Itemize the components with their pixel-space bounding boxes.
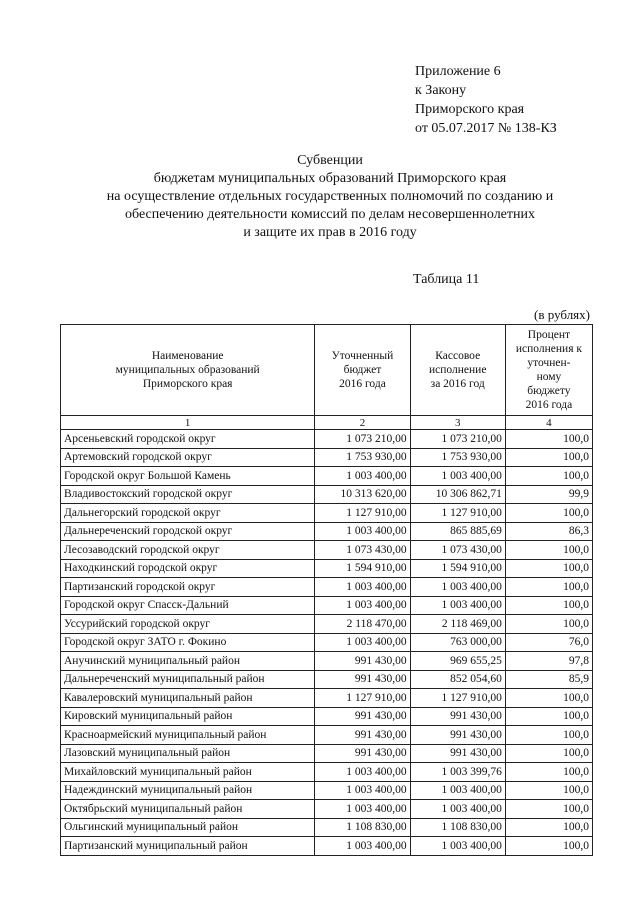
budget-value: 2 118 470,00 bbox=[315, 615, 410, 634]
budget-value: 1 003 400,00 bbox=[315, 578, 410, 597]
municipality-name: Арсеньевский городской округ bbox=[61, 430, 315, 449]
executed-value: 1 003 400,00 bbox=[410, 800, 505, 819]
header-percent: Процент исполнения к уточнен- ному бюджету 2016 года bbox=[505, 325, 592, 416]
executed-value: 865 885,69 bbox=[410, 522, 505, 541]
subvention-table bbox=[60, 324, 593, 856]
budget-value: 991 430,00 bbox=[315, 670, 410, 689]
percent-value: 100,0 bbox=[505, 744, 592, 763]
percent-value: 100,0 bbox=[505, 763, 592, 782]
column-number: 3 bbox=[410, 416, 505, 430]
budget-value: 1 127 910,00 bbox=[315, 504, 410, 523]
percent-value: 100,0 bbox=[505, 800, 592, 819]
percent-value: 100,0 bbox=[505, 467, 592, 486]
title-line: бюджетам муниципальных образований Приморского края bbox=[153, 171, 507, 186]
percent-value: 100,0 bbox=[505, 818, 592, 837]
percent-value: 100,0 bbox=[505, 726, 592, 745]
table-row bbox=[61, 541, 593, 560]
column-number: 2 bbox=[315, 416, 410, 430]
executed-value: 991 430,00 bbox=[410, 726, 505, 745]
municipality-name: Партизанский городской округ bbox=[61, 578, 315, 597]
executed-value: 969 655,25 bbox=[410, 652, 505, 671]
title-line: и защите их прав в 2016 году bbox=[243, 225, 417, 240]
budget-value: 1 003 400,00 bbox=[315, 633, 410, 652]
table-row bbox=[61, 430, 593, 449]
table-row bbox=[61, 818, 593, 837]
budget-value: 1 753 930,00 bbox=[315, 448, 410, 467]
executed-value: 991 430,00 bbox=[410, 707, 505, 726]
percent-value: 100,0 bbox=[505, 781, 592, 800]
executed-value: 1 127 910,00 bbox=[410, 504, 505, 523]
municipality-name: Артемовский городской округ bbox=[61, 448, 315, 467]
executed-value: 1 003 400,00 bbox=[410, 578, 505, 597]
percent-value: 100,0 bbox=[505, 430, 592, 449]
executed-value: 1 753 930,00 bbox=[410, 448, 505, 467]
budget-value: 991 430,00 bbox=[315, 726, 410, 745]
executed-value: 1 073 430,00 bbox=[410, 541, 505, 560]
municipality-name: Дальнереченский муниципальный район bbox=[61, 670, 315, 689]
budget-value: 1 003 400,00 bbox=[315, 596, 410, 615]
executed-value: 1 003 400,00 bbox=[410, 467, 505, 486]
table-row bbox=[61, 781, 593, 800]
municipality-name: Находкинский городской округ bbox=[61, 559, 315, 578]
municipality-name: Владивостокский городской округ bbox=[61, 485, 315, 504]
percent-value: 100,0 bbox=[505, 448, 592, 467]
executed-value: 2 118 469,00 bbox=[410, 615, 505, 634]
executed-value: 1 073 210,00 bbox=[410, 430, 505, 449]
executed-value: 1 127 910,00 bbox=[410, 689, 505, 708]
table-row bbox=[61, 559, 593, 578]
executed-value: 991 430,00 bbox=[410, 744, 505, 763]
municipality-name: Надеждинский муниципальный район bbox=[61, 781, 315, 800]
budget-value: 1 127 910,00 bbox=[315, 689, 410, 708]
table-row bbox=[61, 744, 593, 763]
executed-value: 852 054,60 bbox=[410, 670, 505, 689]
table-row bbox=[61, 707, 593, 726]
municipality-name: Лазовский муниципальный район bbox=[61, 744, 315, 763]
table-row bbox=[61, 837, 593, 856]
table-row bbox=[61, 633, 593, 652]
percent-value: 100,0 bbox=[505, 504, 592, 523]
table-row bbox=[61, 485, 593, 504]
executed-value: 1 003 400,00 bbox=[410, 837, 505, 856]
header-budget: Уточненный бюджет 2016 года bbox=[315, 325, 410, 416]
column-number: 4 bbox=[505, 416, 592, 430]
table-row bbox=[61, 596, 593, 615]
executed-value: 1 003 400,00 bbox=[410, 596, 505, 615]
budget-value: 1 073 210,00 bbox=[315, 430, 410, 449]
municipality-name: Дальнегорский городской округ bbox=[61, 504, 315, 523]
percent-value: 100,0 bbox=[505, 578, 592, 597]
column-number: 1 bbox=[61, 416, 315, 430]
table-label: Таблица 11 bbox=[413, 272, 480, 287]
percent-value: 97,8 bbox=[505, 652, 592, 671]
budget-value: 991 430,00 bbox=[315, 652, 410, 671]
document-title bbox=[60, 152, 600, 242]
municipality-name: Анучинский муниципальный район bbox=[61, 652, 315, 671]
municipality-name: Уссурийский городской округ bbox=[61, 615, 315, 634]
units-note: (в рублях) bbox=[534, 307, 590, 322]
table-header-row bbox=[61, 325, 593, 416]
percent-value: 100,0 bbox=[505, 596, 592, 615]
budget-value: 991 430,00 bbox=[315, 744, 410, 763]
percent-value: 86,3 bbox=[505, 522, 592, 541]
table-row bbox=[61, 670, 593, 689]
municipality-name: Красноармейский муниципальный район bbox=[61, 726, 315, 745]
table-row bbox=[61, 800, 593, 819]
table-row bbox=[61, 726, 593, 745]
budget-value: 1 003 400,00 bbox=[315, 522, 410, 541]
column-number-row bbox=[61, 416, 593, 430]
table-row bbox=[61, 578, 593, 597]
municipality-name: Городской округ Большой Камень bbox=[61, 467, 315, 486]
percent-value: 100,0 bbox=[505, 559, 592, 578]
appendix-line: Приложение 6 bbox=[415, 64, 501, 79]
title-line: обеспечению деятельности комиссий по делам несовершеннолетних bbox=[125, 207, 535, 222]
header-name: Наименование муниципальных образований Приморского края bbox=[61, 325, 315, 416]
appendix-reference bbox=[415, 62, 557, 138]
appendix-line: к Закону bbox=[415, 83, 467, 98]
municipality-name: Лесозаводский городской округ bbox=[61, 541, 315, 560]
executed-value: 1 594 910,00 bbox=[410, 559, 505, 578]
budget-value: 1 594 910,00 bbox=[315, 559, 410, 578]
municipality-name: Михайловский муниципальный район bbox=[61, 763, 315, 782]
executed-value: 1 108 830,00 bbox=[410, 818, 505, 837]
budget-value: 1 073 430,00 bbox=[315, 541, 410, 560]
municipality-name: Кавалеровский муниципальный район bbox=[61, 689, 315, 708]
percent-value: 100,0 bbox=[505, 615, 592, 634]
table-row bbox=[61, 448, 593, 467]
title-line: на осуществление отдельных государственных полномочий по созданию и bbox=[106, 189, 554, 204]
municipality-name: Ольгинский муниципальный район bbox=[61, 818, 315, 837]
percent-value: 99,9 bbox=[505, 485, 592, 504]
budget-value: 991 430,00 bbox=[315, 707, 410, 726]
budget-value: 1 003 400,00 bbox=[315, 781, 410, 800]
title-line: Субвенции bbox=[297, 153, 363, 168]
header-executed: Кассовое исполнение за 2016 год bbox=[410, 325, 505, 416]
budget-value: 1 003 400,00 bbox=[315, 467, 410, 486]
table-row bbox=[61, 652, 593, 671]
appendix-line: Приморского края bbox=[415, 102, 525, 117]
executed-value: 10 306 862,71 bbox=[410, 485, 505, 504]
table-row bbox=[61, 615, 593, 634]
percent-value: 100,0 bbox=[505, 837, 592, 856]
municipality-name: Кировский муниципальный район bbox=[61, 707, 315, 726]
municipality-name: Партизанский муниципальный район bbox=[61, 837, 315, 856]
executed-value: 1 003 400,00 bbox=[410, 781, 505, 800]
executed-value: 1 003 399,76 bbox=[410, 763, 505, 782]
municipality-name: Дальнереченский городской округ bbox=[61, 522, 315, 541]
budget-value: 1 003 400,00 bbox=[315, 837, 410, 856]
percent-value: 85,9 bbox=[505, 670, 592, 689]
budget-value: 1 108 830,00 bbox=[315, 818, 410, 837]
budget-value: 10 313 620,00 bbox=[315, 485, 410, 504]
budget-value: 1 003 400,00 bbox=[315, 763, 410, 782]
percent-value: 100,0 bbox=[505, 707, 592, 726]
budget-value: 1 003 400,00 bbox=[315, 800, 410, 819]
table-row bbox=[61, 504, 593, 523]
executed-value: 763 000,00 bbox=[410, 633, 505, 652]
table-row bbox=[61, 522, 593, 541]
municipality-name: Городской округ Спасск-Дальний bbox=[61, 596, 315, 615]
percent-value: 100,0 bbox=[505, 541, 592, 560]
municipality-name: Городской округ ЗАТО г. Фокино bbox=[61, 633, 315, 652]
table-row bbox=[61, 467, 593, 486]
percent-value: 100,0 bbox=[505, 689, 592, 708]
table-row bbox=[61, 763, 593, 782]
percent-value: 76,0 bbox=[505, 633, 592, 652]
appendix-line: от 05.07.2017 № 138-КЗ bbox=[415, 121, 557, 136]
table-row bbox=[61, 689, 593, 708]
municipality-name: Октябрьский муниципальный район bbox=[61, 800, 315, 819]
